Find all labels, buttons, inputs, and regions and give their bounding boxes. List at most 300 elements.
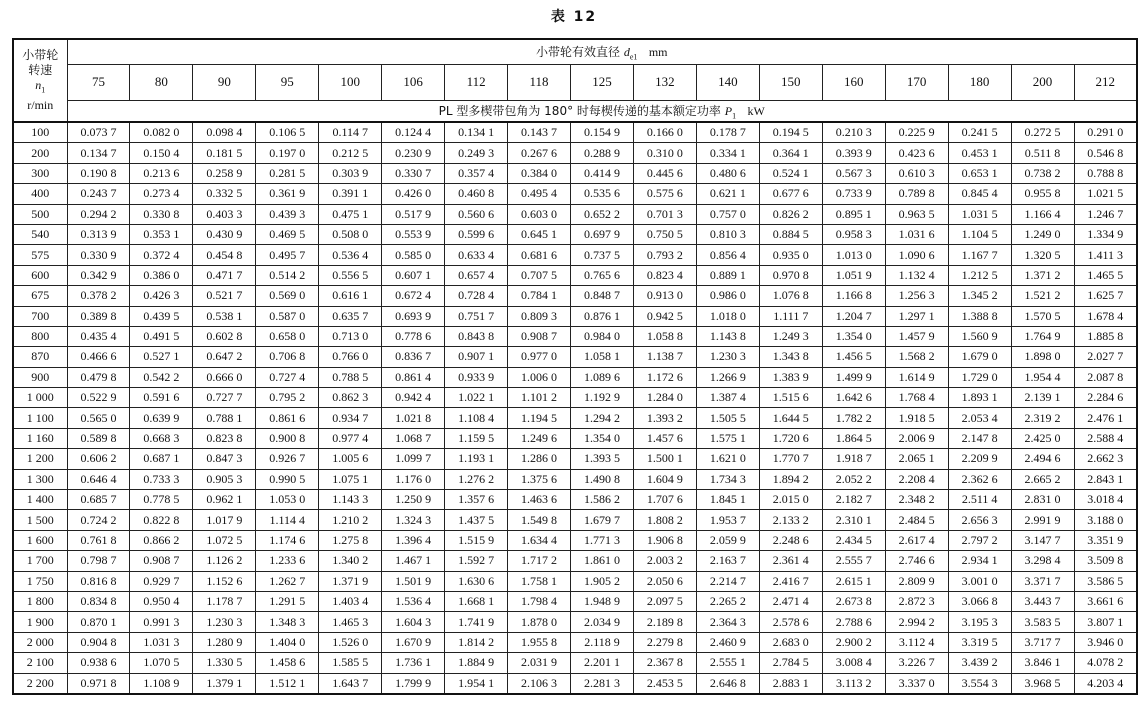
power-value-cell: 3.188 0: [1074, 510, 1137, 530]
power-value-cell: 2.872 3: [885, 591, 948, 611]
power-value-cell: 0.291 0: [1074, 122, 1137, 143]
power-value-cell: 0.364 1: [759, 143, 822, 163]
power-value-cell: 0.560 6: [445, 204, 508, 224]
diameter-row: [13, 64, 1137, 100]
power-value-cell: 2.809 9: [885, 571, 948, 591]
power-value-cell: 1.918 5: [885, 408, 948, 428]
power-value-cell: 0.471 7: [193, 265, 256, 285]
power-value-cell: 3.195 3: [948, 612, 1011, 632]
power-value-cell: 1.204 7: [822, 306, 885, 326]
power-value-cell: 2.934 1: [948, 551, 1011, 571]
power-value-cell: 1.586 2: [571, 490, 634, 510]
power-value-cell: 1.515 6: [759, 388, 822, 408]
power-value-cell: 2.031 9: [508, 653, 571, 673]
power-value-cell: 0.866 2: [130, 530, 193, 550]
power-value-cell: 0.889 1: [696, 265, 759, 285]
power-value-cell: 0.798 7: [67, 551, 130, 571]
power-value-cell: 1.143 8: [696, 326, 759, 346]
power-value-cell: 0.958 3: [822, 224, 885, 244]
power-value-cell: 1.456 5: [822, 347, 885, 367]
speed-cell: 1 900: [13, 612, 67, 632]
power-value-cell: 1.758 1: [508, 571, 571, 591]
power-value-cell: 2.484 5: [885, 510, 948, 530]
table-row: [13, 163, 1137, 183]
power-value-cell: 0.508 0: [319, 224, 382, 244]
power-value-cell: 0.647 2: [193, 347, 256, 367]
power-value-cell: 0.391 1: [319, 184, 382, 204]
power-value-cell: 2.453 5: [633, 673, 696, 694]
power-value-cell: 0.913 0: [633, 286, 696, 306]
power-value-cell: 0.733 9: [822, 184, 885, 204]
power-value-cell: 1.396 4: [382, 530, 445, 550]
power-value-cell: 2.367 8: [633, 653, 696, 673]
speed-cell: 500: [13, 204, 67, 224]
power-value-cell: 3.298 4: [1011, 551, 1074, 571]
power-value-cell: 0.154 9: [571, 122, 634, 143]
power-value-cell: 0.334 1: [696, 143, 759, 163]
power-value-cell: 3.439 2: [948, 653, 1011, 673]
power-value-cell: 0.439 5: [130, 306, 193, 326]
power-value-cell: 0.645 1: [508, 224, 571, 244]
power-value-cell: 2.034 9: [571, 612, 634, 632]
power-value-cell: 0.935 0: [759, 245, 822, 265]
power-value-cell: 2.900 2: [822, 632, 885, 652]
power-value-cell: 1.210 2: [319, 510, 382, 530]
speed-cell: 300: [13, 163, 67, 183]
power-value-cell: 1.717 2: [508, 551, 571, 571]
table-body: [13, 122, 1137, 694]
power-value-cell: 1.411 3: [1074, 245, 1137, 265]
power-value-cell: 1.387 4: [696, 388, 759, 408]
table-row: [13, 632, 1137, 652]
power-value-cell: 1.053 0: [256, 490, 319, 510]
power-value-cell: 2.163 7: [696, 551, 759, 571]
power-value-cell: 2.364 3: [696, 612, 759, 632]
power-value-cell: 2.883 1: [759, 673, 822, 694]
power-value-cell: 1.570 5: [1011, 306, 1074, 326]
power-value-cell: 1.741 9: [445, 612, 508, 632]
power-value-cell: 1.324 3: [382, 510, 445, 530]
power-value-cell: 0.342 9: [67, 265, 130, 285]
power-value-cell: 3.001 0: [948, 571, 1011, 591]
power-value-cell: 1.894 2: [759, 469, 822, 489]
power-value-cell: 0.357 4: [445, 163, 508, 183]
power-value-cell: 0.737 5: [571, 245, 634, 265]
power-value-cell: 0.585 0: [382, 245, 445, 265]
power-value-cell: 1.918 7: [822, 449, 885, 469]
power-value-cell: 2.106 3: [508, 673, 571, 694]
power-value-cell: 3.661 6: [1074, 591, 1137, 611]
power-value-cell: 1.167 7: [948, 245, 1011, 265]
power-value-cell: 2.991 9: [1011, 510, 1074, 530]
power-value-cell: 2.310 1: [822, 510, 885, 530]
speed-cell: 200: [13, 143, 67, 163]
power-value-cell: 0.984 0: [571, 326, 634, 346]
power-value-cell: 1.614 9: [885, 367, 948, 387]
power-value-cell: 0.788 8: [1074, 163, 1137, 183]
power-value-cell: 0.194 5: [759, 122, 822, 143]
power-value-cell: 1.437 5: [445, 510, 508, 530]
diameter-header-cell: 170: [885, 64, 948, 100]
power-value-cell: 0.757 0: [696, 204, 759, 224]
table-row: [13, 326, 1137, 346]
power-value-cell: 0.971 8: [67, 673, 130, 694]
speed-cell: 2 100: [13, 653, 67, 673]
power-value-cell: 0.658 0: [256, 326, 319, 346]
power-value-cell: 2.348 2: [885, 490, 948, 510]
power-value-cell: 0.536 4: [319, 245, 382, 265]
power-value-cell: 1.250 9: [382, 490, 445, 510]
power-value-cell: 1.051 9: [822, 265, 885, 285]
power-value-cell: 2.279 8: [633, 632, 696, 652]
power-value-cell: 0.414 9: [571, 163, 634, 183]
power-value-cell: 0.707 5: [508, 265, 571, 285]
power-value-cell: 3.319 5: [948, 632, 1011, 652]
power-value-cell: 1.625 7: [1074, 286, 1137, 306]
power-value-cell: 0.639 9: [130, 408, 193, 428]
power-value-cell: 1.176 0: [382, 469, 445, 489]
power-value-cell: 0.386 0: [130, 265, 193, 285]
power-value-cell: 0.751 7: [445, 306, 508, 326]
power-value-cell: 1.330 5: [193, 653, 256, 673]
power-value-cell: 0.668 3: [130, 428, 193, 448]
power-value-cell: 0.908 7: [130, 551, 193, 571]
power-value-cell: 1.379 1: [193, 673, 256, 694]
power-value-cell: 1.953 7: [696, 510, 759, 530]
power-value-cell: 1.457 9: [885, 326, 948, 346]
power-value-cell: 0.538 1: [193, 306, 256, 326]
speed-cell: 575: [13, 245, 67, 265]
power-value-cell: 2.471 4: [759, 591, 822, 611]
power-value-cell: 0.106 5: [256, 122, 319, 143]
power-value-cell: 0.697 9: [571, 224, 634, 244]
power-value-cell: 2.615 1: [822, 571, 885, 591]
power-value-cell: 0.294 2: [67, 204, 130, 224]
power-value-cell: 1.345 2: [948, 286, 1011, 306]
power-value-cell: 1.948 9: [571, 591, 634, 611]
power-value-cell: 3.018 4: [1074, 490, 1137, 510]
corner-line-1: 小带轮: [22, 48, 59, 63]
power-value-cell: 0.372 4: [130, 245, 193, 265]
power-value-cell: 0.788 5: [319, 367, 382, 387]
power-value-cell: 1.467 1: [382, 551, 445, 571]
power-value-cell: 1.634 4: [508, 530, 571, 550]
power-value-cell: 1.670 9: [382, 632, 445, 652]
power-value-cell: 0.273 4: [130, 184, 193, 204]
power-value-cell: 0.810 3: [696, 224, 759, 244]
power-value-cell: 1.194 5: [508, 408, 571, 428]
power-value-cell: 0.454 8: [193, 245, 256, 265]
power-value-cell: 1.371 9: [319, 571, 382, 591]
power-value-cell: 0.685 7: [67, 490, 130, 510]
power-value-cell: 2.994 2: [885, 612, 948, 632]
power-value-cell: 1.621 0: [696, 449, 759, 469]
power-value-cell: 1.845 1: [696, 490, 759, 510]
power-value-cell: 1.108 4: [445, 408, 508, 428]
power-value-cell: 2.683 0: [759, 632, 822, 652]
power-value-cell: 3.583 5: [1011, 612, 1074, 632]
power-value-cell: 0.166 0: [633, 122, 696, 143]
power-value-cell: 0.330 8: [130, 204, 193, 224]
power-value-cell: 0.843 8: [445, 326, 508, 346]
power-value-cell: 1.132 4: [885, 265, 948, 285]
power-value-cell: 1.568 2: [885, 347, 948, 367]
power-value-cell: 4.078 2: [1074, 653, 1137, 673]
power-value-cell: 0.310 0: [633, 143, 696, 163]
power-value-cell: 2.087 8: [1074, 367, 1137, 387]
power-value-cell: 0.143 7: [508, 122, 571, 143]
power-value-cell: 0.243 7: [67, 184, 130, 204]
power-value-cell: 3.807 1: [1074, 612, 1137, 632]
power-value-cell: 1.905 2: [571, 571, 634, 591]
power-value-cell: 2.059 9: [696, 530, 759, 550]
power-value-cell: 1.764 9: [1011, 326, 1074, 346]
power-value-cell: 0.950 4: [130, 591, 193, 611]
power-value-cell: 0.230 9: [382, 143, 445, 163]
power-value-cell: 1.193 1: [445, 449, 508, 469]
power-value-cell: 0.672 4: [382, 286, 445, 306]
power-value-cell: 1.736 1: [382, 653, 445, 673]
speed-cell: 1 160: [13, 428, 67, 448]
power-value-cell: 0.845 4: [948, 184, 1011, 204]
power-value-cell: 0.565 0: [67, 408, 130, 428]
power-value-cell: 2.248 6: [759, 530, 822, 550]
table-row: [13, 551, 1137, 571]
power-value-cell: 1.388 8: [948, 306, 1011, 326]
power-value-cell: 1.906 8: [633, 530, 696, 550]
table-title: 表 12: [550, 9, 598, 25]
table-row: [13, 388, 1137, 408]
power-value-cell: 0.809 3: [508, 306, 571, 326]
speed-cell: 900: [13, 367, 67, 387]
power-value-cell: 1.249 6: [508, 428, 571, 448]
power-value-cell: 1.463 6: [508, 490, 571, 510]
power-value-cell: 0.635 7: [319, 306, 382, 326]
power-value-cell: 2.425 0: [1011, 428, 1074, 448]
power-value-cell: 0.082 0: [130, 122, 193, 143]
power-value-cell: 0.834 8: [67, 591, 130, 611]
power-value-cell: 0.607 1: [382, 265, 445, 285]
power-value-cell: 0.213 6: [130, 163, 193, 183]
power-value-cell: 0.788 1: [193, 408, 256, 428]
power-value-cell: 1.058 8: [633, 326, 696, 346]
power-value-cell: 0.332 5: [193, 184, 256, 204]
power-value-cell: 2.511 4: [948, 490, 1011, 510]
power-value-cell: 2.788 6: [822, 612, 885, 632]
power-value-cell: 2.646 8: [696, 673, 759, 694]
power-value-cell: 1.022 1: [445, 388, 508, 408]
power-value-cell: 1.021 8: [382, 408, 445, 428]
power-value-cell: 1.768 4: [885, 388, 948, 408]
power-value-cell: 0.575 6: [633, 184, 696, 204]
diameter-header-cell: 160: [822, 64, 885, 100]
power-value-cell: 1.799 9: [382, 673, 445, 694]
power-value-cell: 0.480 6: [696, 163, 759, 183]
power-value-cell: 0.733 3: [130, 469, 193, 489]
power-value-cell: 1.249 0: [1011, 224, 1074, 244]
power-value-cell: 1.230 3: [193, 612, 256, 632]
power-value-cell: 0.587 0: [256, 306, 319, 326]
power-value-cell: 0.495 7: [256, 245, 319, 265]
power-value-cell: 0.908 7: [508, 326, 571, 346]
power-value-cell: 1.101 2: [508, 388, 571, 408]
speed-cell: 2 200: [13, 673, 67, 694]
diameter-header-cell: 125: [571, 64, 634, 100]
power-value-cell: 1.490 8: [571, 469, 634, 489]
power-value-cell: 3.371 7: [1011, 571, 1074, 591]
power-value-cell: 1.090 6: [885, 245, 948, 265]
power-value-cell: 2.476 1: [1074, 408, 1137, 428]
power-value-cell: 0.693 9: [382, 306, 445, 326]
power-value-cell: 1.592 7: [445, 551, 508, 571]
power-value-cell: 0.816 8: [67, 571, 130, 591]
power-value-cell: 1.138 7: [633, 347, 696, 367]
table-row: [13, 224, 1137, 244]
table-row: [13, 347, 1137, 367]
power-value-cell: 1.031 6: [885, 224, 948, 244]
power-value-cell: 2.050 6: [633, 571, 696, 591]
power-value-cell: 0.491 5: [130, 326, 193, 346]
power-value-cell: 1.340 2: [319, 551, 382, 571]
power-value-cell: 3.443 7: [1011, 591, 1074, 611]
table-row: [13, 245, 1137, 265]
power-value-cell: 2.201 1: [571, 653, 634, 673]
power-value-cell: 0.475 1: [319, 204, 382, 224]
table-row: [13, 571, 1137, 591]
power-value-cell: 1.375 6: [508, 469, 571, 489]
speed-cell: 700: [13, 306, 67, 326]
power-value-cell: 1.501 9: [382, 571, 445, 591]
power-value-cell: 2.434 5: [822, 530, 885, 550]
speed-symbol: $n_1$: [35, 78, 46, 95]
power-value-cell: 1.058 1: [571, 347, 634, 367]
power-value-cell: 0.836 7: [382, 347, 445, 367]
power-value-cell: 1.678 4: [1074, 306, 1137, 326]
speed-cell: 1 700: [13, 551, 67, 571]
power-value-cell: 1.585 5: [319, 653, 382, 673]
power-value-cell: 1.457 6: [633, 428, 696, 448]
power-value-cell: 2.843 1: [1074, 469, 1137, 489]
power-value-cell: 2.784 5: [759, 653, 822, 673]
diameter-header-cell: 100: [319, 64, 382, 100]
power-value-cell: 1.280 9: [193, 632, 256, 652]
power-value-cell: 0.460 8: [445, 184, 508, 204]
power-value-cell: 1.108 9: [130, 673, 193, 694]
power-value-cell: 1.782 2: [822, 408, 885, 428]
power-value-cell: 1.954 1: [445, 673, 508, 694]
power-value-cell: 0.778 5: [130, 490, 193, 510]
power-value-cell: 0.393 9: [822, 143, 885, 163]
table-row: [13, 530, 1137, 550]
power-value-cell: 3.968 5: [1011, 673, 1074, 694]
power-value-cell: 0.789 8: [885, 184, 948, 204]
power-value-cell: 0.765 6: [571, 265, 634, 285]
speed-cell: 540: [13, 224, 67, 244]
speed-cell: 1 400: [13, 490, 67, 510]
power-value-cell: 1.297 1: [885, 306, 948, 326]
power-value-cell: 0.822 8: [130, 510, 193, 530]
power-value-cell: 0.378 2: [67, 286, 130, 306]
power-value-cell: 3.946 0: [1074, 632, 1137, 652]
power-value-cell: 1.668 1: [445, 591, 508, 611]
power-value-cell: 1.031 5: [948, 204, 1011, 224]
power-value-cell: 3.337 0: [885, 673, 948, 694]
power-value-cell: 2.214 7: [696, 571, 759, 591]
power-value-cell: 2.133 2: [759, 510, 822, 530]
power-value-cell: 1.286 0: [508, 449, 571, 469]
power-value-cell: 0.603 0: [508, 204, 571, 224]
power-subheader: PL 型多楔带包角为 180° 时每楔传递的基本额定功率 $P_1$ kW: [67, 100, 1137, 122]
power-value-cell: 0.439 3: [256, 204, 319, 224]
power-value-cell: 1.861 0: [571, 551, 634, 571]
power-value-cell: 1.679 7: [571, 510, 634, 530]
power-value-cell: 0.258 9: [193, 163, 256, 183]
power-value-cell: 0.977 4: [319, 428, 382, 448]
power-value-cell: 0.453 1: [948, 143, 1011, 163]
table-row: [13, 286, 1137, 306]
speed-cell: 870: [13, 347, 67, 367]
power-value-cell: 0.524 1: [759, 163, 822, 183]
power-value-cell: 0.934 7: [319, 408, 382, 428]
power-value-cell: 1.393 5: [571, 449, 634, 469]
power-value-cell: 0.225 9: [885, 122, 948, 143]
power-value-cell: 0.281 5: [256, 163, 319, 183]
power-value-cell: 0.430 9: [193, 224, 256, 244]
power-value-cell: 1.233 6: [256, 551, 319, 571]
power-value-cell: 1.720 6: [759, 428, 822, 448]
power-value-cell: 2.027 7: [1074, 347, 1137, 367]
power-value-cell: 0.823 8: [193, 428, 256, 448]
power-value-cell: 1.526 0: [319, 632, 382, 652]
table-row: [13, 490, 1137, 510]
power-value-cell: 2.494 6: [1011, 449, 1074, 469]
power-value-cell: 0.178 7: [696, 122, 759, 143]
diameter-header-cell: 118: [508, 64, 571, 100]
power-value-cell: 2.052 2: [822, 469, 885, 489]
power-value-cell: 0.606 2: [67, 449, 130, 469]
power-value-cell: 2.831 0: [1011, 490, 1074, 510]
power-value-cell: 0.330 9: [67, 245, 130, 265]
speed-unit: r/min: [27, 97, 54, 112]
diameter-header-cell: 90: [193, 64, 256, 100]
power-value-cell: 1.266 9: [696, 367, 759, 387]
power-value-cell: 1.734 3: [696, 469, 759, 489]
speed-cell: 100: [13, 122, 67, 143]
power-value-cell: 1.166 8: [822, 286, 885, 306]
power-value-cell: 1.458 6: [256, 653, 319, 673]
table-row: [13, 408, 1137, 428]
power-value-cell: 1.643 7: [319, 673, 382, 694]
power-value-cell: 0.589 8: [67, 428, 130, 448]
power-value-cell: 0.556 5: [319, 265, 382, 285]
power-value-cell: 1.814 2: [445, 632, 508, 652]
power-value-cell: 1.864 5: [822, 428, 885, 448]
power-value-cell: 2.147 8: [948, 428, 1011, 448]
power-value-cell: 1.006 0: [508, 367, 571, 387]
power-value-cell: 1.512 1: [256, 673, 319, 694]
power-value-cell: 2.319 2: [1011, 408, 1074, 428]
diameter-header-cell: 112: [445, 64, 508, 100]
power-value-cell: 2.015 0: [759, 490, 822, 510]
power-value-cell: 0.134 1: [445, 122, 508, 143]
power-value-cell: 0.267 6: [508, 143, 571, 163]
power-value-cell: 0.738 2: [1011, 163, 1074, 183]
power-value-cell: 0.895 1: [822, 204, 885, 224]
power-value-cell: 1.771 3: [571, 530, 634, 550]
power-value-cell: 1.320 5: [1011, 245, 1074, 265]
power-value-cell: 1.898 0: [1011, 347, 1074, 367]
power-value-cell: 3.008 4: [822, 653, 885, 673]
